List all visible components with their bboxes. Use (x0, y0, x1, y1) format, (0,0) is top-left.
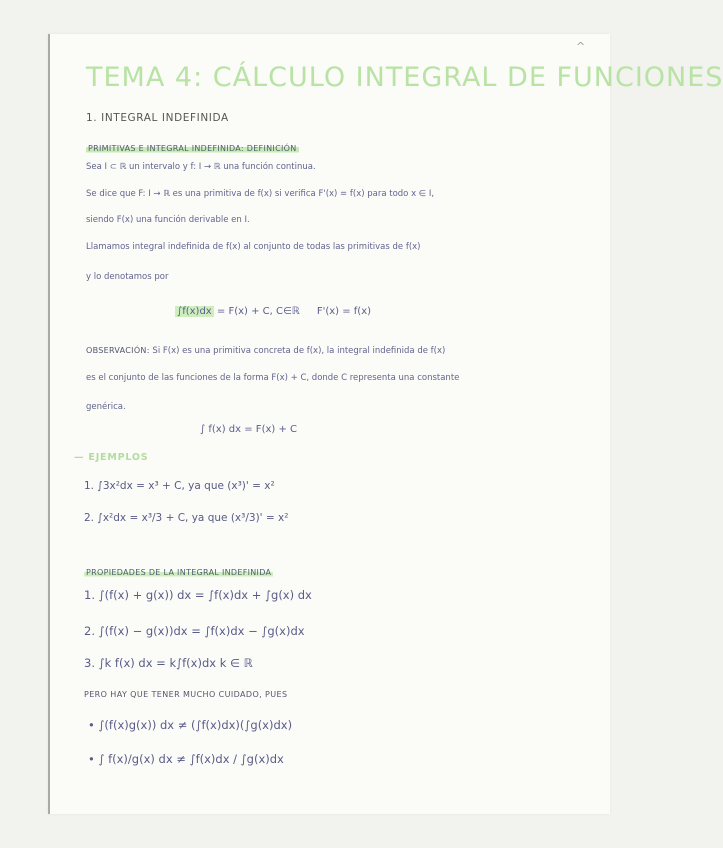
examples-heading: — EJEMPLOS (74, 452, 149, 463)
definition-line: Llamamos integral indefinida de f(x) al conjunto de todas las primitivas de f(x) (86, 242, 421, 252)
property-item: 3. ∫k f(x) dx = k∫f(x)dx k ∈ ℝ (84, 656, 253, 670)
integral-highlight: ∫f(x)dx (177, 306, 212, 317)
formula-derivative: F'(x) = f(x) (316, 306, 372, 317)
caution-note: PERO HAY QUE TENER MUCHO CUIDADO, PUES (84, 690, 288, 699)
definition-line: siendo F(x) una función derivable en I. (86, 215, 250, 225)
page-title: TEMA 4: CÁLCULO INTEGRAL DE FUNCIONES (86, 62, 723, 93)
observation-line: es el conjunto de las funciones de la forma F(x) + C, donde C representa una constante (86, 373, 460, 383)
observation-line (86, 346, 445, 356)
subsection-highlight: PRIMITIVAS E INTEGRAL INDEFINIDA: DEFINICIÓN (88, 144, 297, 153)
definition-line: Sea I ⊂ ℝ un intervalo y f: I → ℝ una función continua. (86, 162, 316, 172)
definition-formula (175, 306, 371, 317)
properties-highlight: PROPIEDADES DE LA INTEGRAL INDEFINIDA (86, 568, 272, 577)
properties-heading (84, 560, 273, 579)
observation-text: Si F(x) es una primitiva concreta de f(x), la integral indefinida de f(x) (152, 346, 446, 356)
definition-line: Se dice que F: I → ℝ es una primitiva de f(x) si verifica F'(x) = f(x) para todo x ∈ I, (86, 189, 435, 199)
example-item: 1. ∫3x²dx = x³ + C, ya que (x³)' = x² (84, 480, 275, 492)
property-item: 1. ∫(f(x) + g(x)) dx = ∫f(x)dx + ∫g(x) dx (84, 588, 312, 602)
example-item: 2. ∫x²dx = x³/3 + C, ya que (x³/3)' = x² (84, 512, 289, 524)
subsection-heading (86, 136, 299, 155)
observation-formula: ∫ f(x) dx = F(x) + C (200, 424, 298, 435)
corner-mark: ^ (576, 40, 586, 53)
warning-item: • ∫(f(x)g(x)) dx ≠ (∫f(x)dx)(∫g(x)dx) (88, 718, 293, 732)
observation-label: OBSERVACIÓN: (86, 346, 150, 355)
warning-item: • ∫ f(x)/g(x) dx ≠ ∫f(x)dx / ∫g(x)dx (88, 752, 284, 766)
observation-line: genérica. (86, 402, 126, 412)
property-item: 2. ∫(f(x) − g(x))dx = ∫f(x)dx − ∫g(x)dx (84, 624, 305, 638)
section-heading: 1. INTEGRAL INDEFINIDA (86, 112, 229, 124)
formula-rhs: = F(x) + C, C∈ℝ (216, 306, 300, 317)
definition-line: y lo denotamos por (86, 272, 169, 282)
